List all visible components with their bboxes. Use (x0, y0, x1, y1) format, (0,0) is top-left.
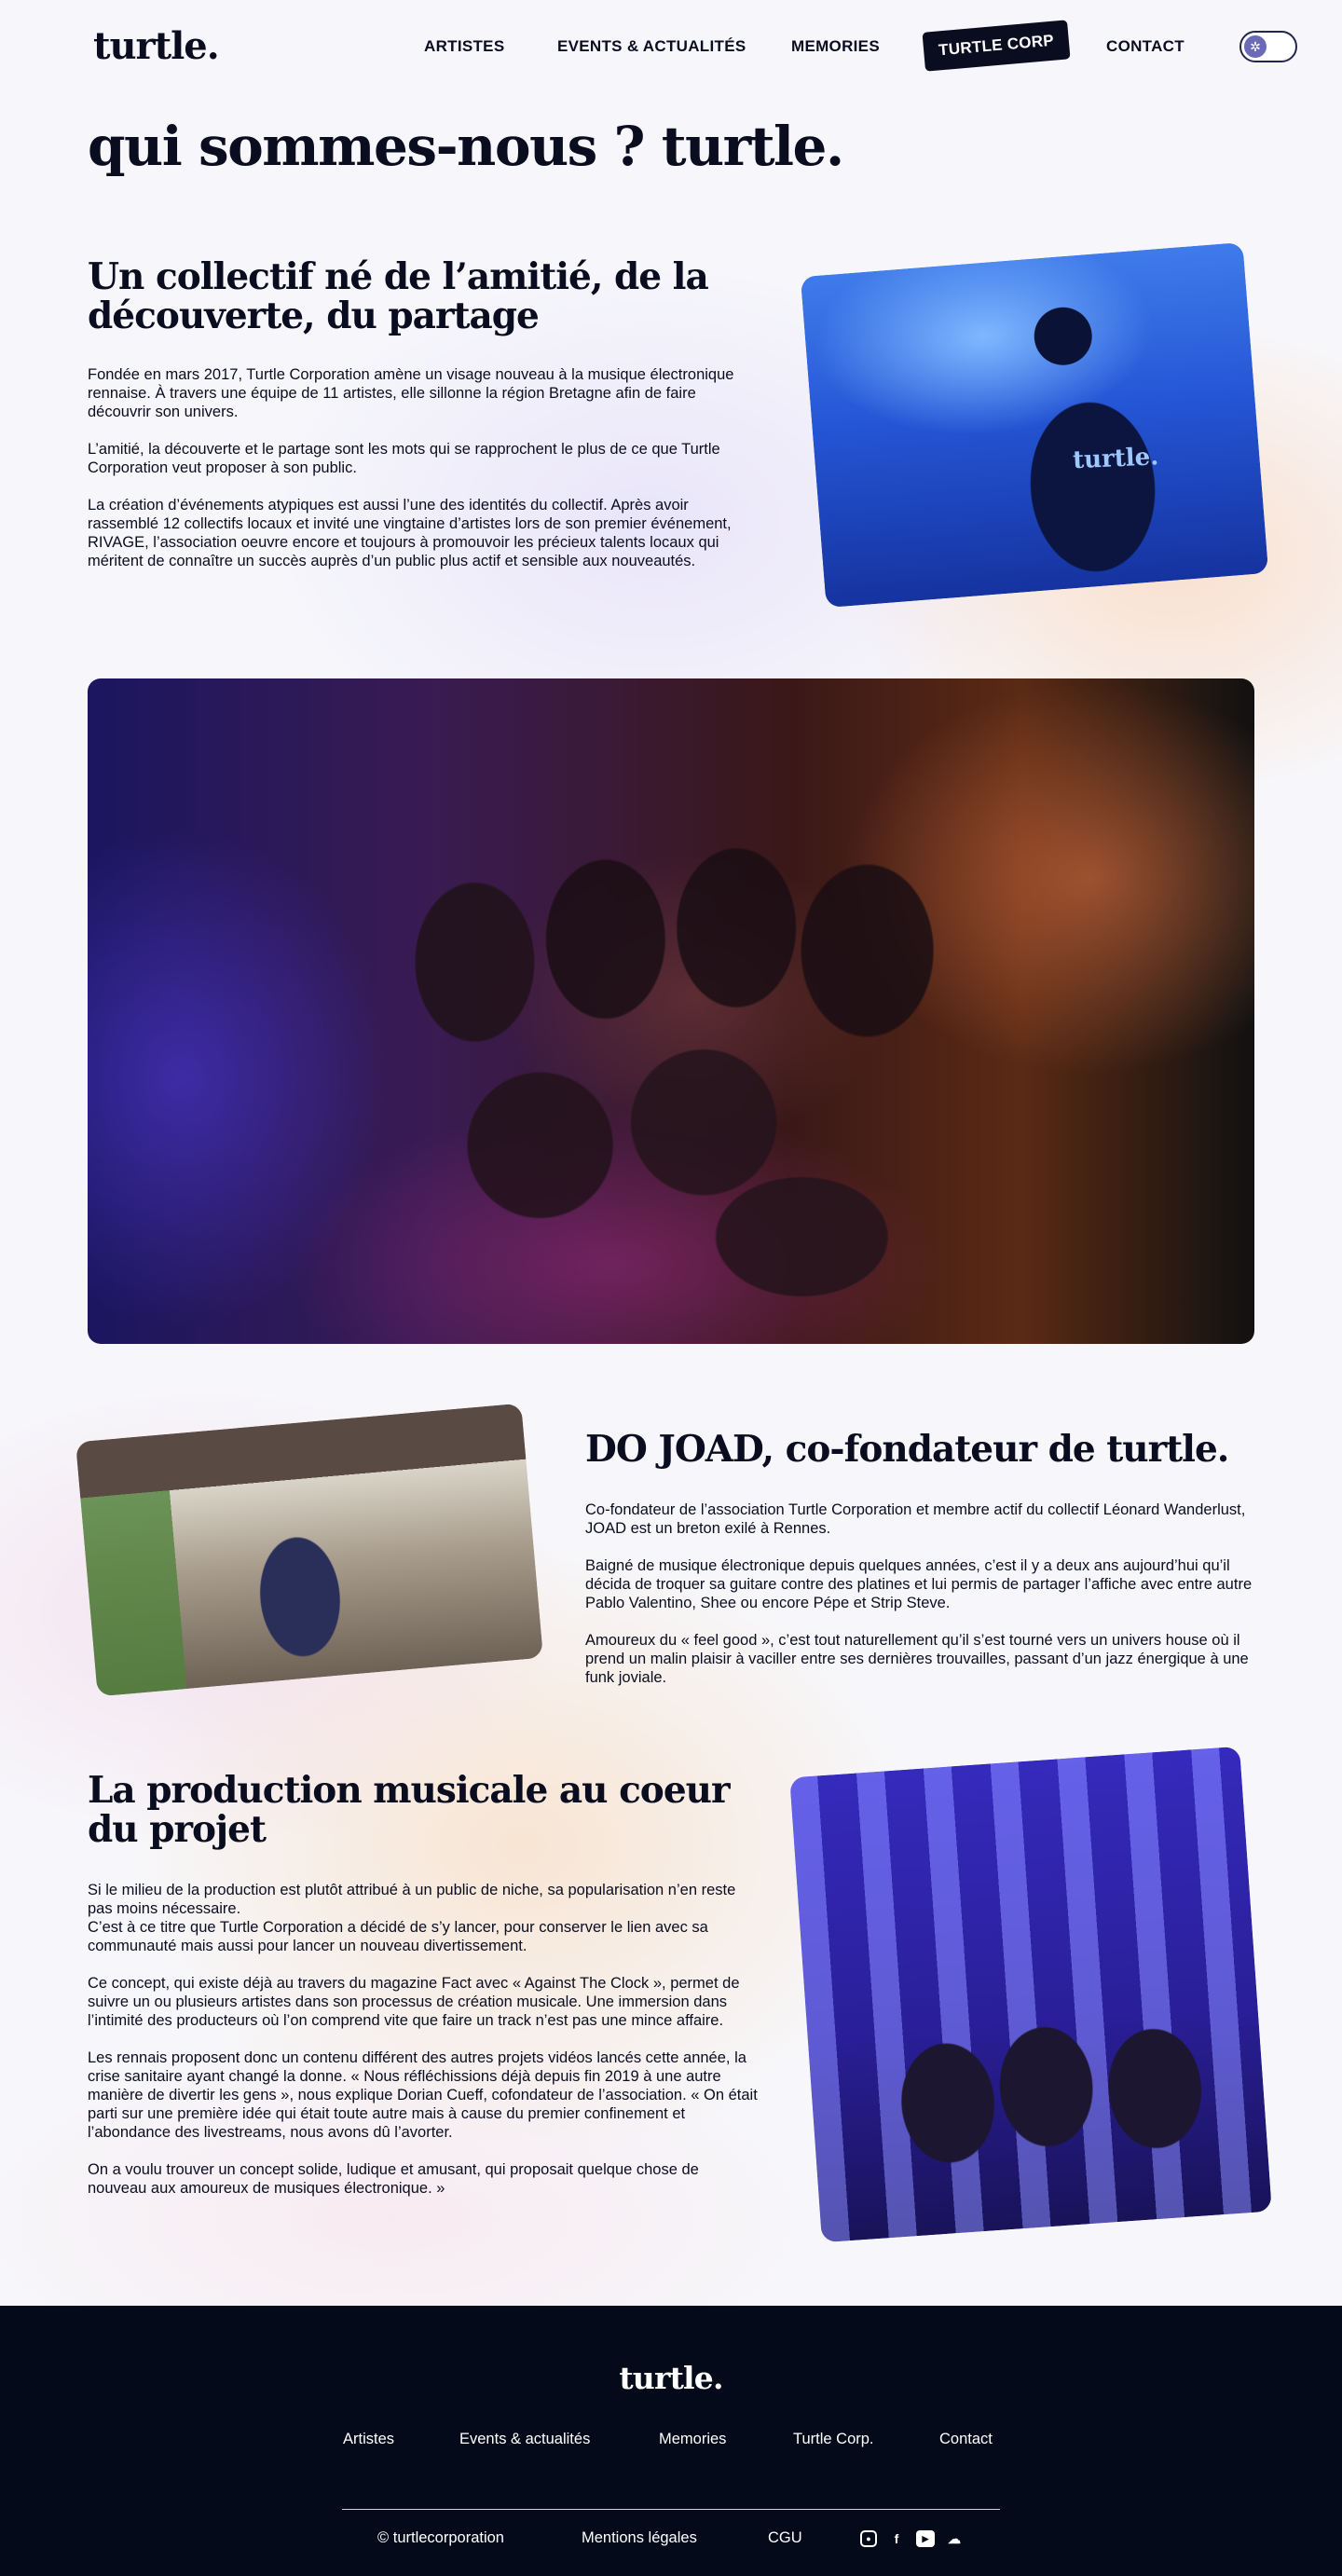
dj-crowd-photo (801, 242, 1268, 608)
paragraph: La création d’événements atypiques est aussi l’une des identités du collectif. Après avoir rassemblé 12 collectifs locaux et invité une vingtaine d’artistes lors de son premier événement, RIVAGE, l’association oeuvre encore et toujours à promouvoir les précieux talents locaux qui méritent de connaître un succès auprès d’un public plus actif et sensible aux nouveautés. (88, 497, 732, 569)
section-title-do-joad: DO JOAD, co-fondateur de turtle. (585, 1428, 1229, 1471)
social-links (860, 2530, 963, 2547)
paragraph: On a voulu trouver un concept solide, ludique et amusant, qui proposait quelque chose de nouveau aux amoureux de musiques électronique. » (88, 2161, 699, 2197)
section-body-do-joad (585, 1500, 1256, 1706)
footer-link-artistes[interactable]: Artistes (343, 2431, 395, 2447)
shirt-logo-text: turtle. (1072, 443, 1159, 475)
sun-icon: ✲ (1244, 35, 1267, 58)
site-logo[interactable]: turtle. (93, 24, 219, 68)
outdoor-dj-photo (75, 1404, 543, 1697)
paragraph: Si le milieu de la production est plutôt attribué à un public de niche, sa popularisation n’en reste pas moins nécessaire. C’est à ce titre que Turtle Corporation a décidé de s’y lancer, pour conserver le lien avec sa communauté mais aussi pour lancer un nouveau divertissement. (88, 1882, 736, 1954)
soundcloud-icon[interactable]: ☁ (948, 2531, 961, 2546)
team-group-photo (88, 678, 1254, 1344)
section-body-collectif (88, 365, 760, 589)
footer-link-memories[interactable]: Memories (659, 2431, 727, 2447)
group-silhouettes (344, 745, 997, 1317)
paragraph: Amoureux du « feel good », c’est tout naturellement qu’il s’est tourné vers un univers house où il prend un malin plaisir à vaciller entre ses dernières trouvailles, passant d’un jazz énergique à une funk joviale. (585, 1632, 1249, 1686)
footer-link-contact[interactable]: Contact (939, 2431, 993, 2447)
section-title-production: La production musicale au coeur du projet (88, 1769, 730, 1851)
footer-divider (342, 2509, 1000, 2510)
nav-link-turtle-corp-active[interactable]: TURTLE CORP (922, 20, 1070, 71)
facebook-icon[interactable]: f (894, 2531, 899, 2546)
nav-link-contact[interactable]: CONTACT (1106, 37, 1185, 55)
nav-link-memories[interactable]: MEMORIES (791, 37, 880, 55)
paragraph: Fondée en mars 2017, Turtle Corporation amène un visage nouveau à la musique électronique rennaise. À travers une équipe de 11 artistes, elle sillonne la région Bretagne afin de faire découvrir son univers. (88, 366, 734, 420)
main-nav (0, 31, 1342, 60)
nav-link-artistes[interactable]: ARTISTES (424, 37, 505, 55)
section-title-collectif: Un collectif né de l’amitié, de la découverte, du partage (88, 255, 708, 337)
footer-link-events[interactable]: Events & actualités (459, 2431, 591, 2447)
instagram-icon[interactable]: ● (860, 2530, 877, 2547)
page-title: qui sommes-nous ? turtle. (88, 115, 843, 178)
footer-logo[interactable]: turtle. (619, 2360, 723, 2396)
paragraph: L’amitié, la découverte et le partage sont les mots qui se rapprochent le plus de ce que Turtle Corporation veut proposer à son public. (88, 441, 720, 476)
copyright-text: © turtlecorporation (377, 2529, 504, 2546)
paragraph: Les rennais proposent donc un contenu différent des autres projets vidéos lancés cette année, la crise sanitaire ayant changé la donne. « Nous réfléchissions déjà depuis fin 2019 à une autre manière de divertir les gens », nous explique Dorian Cueff, cofondateur de l’association. « On était parti sur une première idée qui était toute autre mais à cause du premier confinement et l’abondance des livestreams, nous avons dû l’avorter. (88, 2049, 758, 2141)
theme-toggle[interactable] (1239, 31, 1297, 62)
youtube-icon[interactable]: ▶ (916, 2530, 935, 2547)
cgu-link[interactable]: CGU (768, 2529, 802, 2546)
footer-nav (0, 2431, 1342, 2451)
nav-link-events[interactable]: EVENTS & ACTUALITÉS (557, 37, 746, 55)
footer-link-turtle-corp[interactable]: Turtle Corp. (793, 2431, 874, 2447)
paragraph: Ce concept, qui existe déjà au travers du magazine Fact avec « Against The Clock », permet de suivre un ou plusieurs artistes dans son processus de création musicale. Une immersion dans l’intimité des producteurs où l’on comprend vite que faire un track n’est pas une mince affaire. (88, 1975, 740, 2029)
paragraph: Co-fondateur de l’association Turtle Corporation et membre actif du collectif Léonard Wanderlust, JOAD est un breton exilé à Rennes. (585, 1501, 1246, 1537)
paragraph: Baigné de musique électronique depuis quelques années, c’est il y a deux ans aujourd’hui qu’il décida de troquer sa guitare contre des platines et lui permis de partager l’affiche avec entre autre Pablo Valentino, Shee ou encore Pépe et Strip Steve. (585, 1557, 1253, 1611)
site-header (0, 0, 1342, 97)
studio-production-photo (789, 1747, 1272, 2243)
site-footer (0, 2306, 1342, 2576)
legal-link[interactable]: Mentions légales (582, 2529, 697, 2546)
footer-bottom (0, 2529, 1342, 2550)
section-body-production (88, 1881, 760, 2216)
